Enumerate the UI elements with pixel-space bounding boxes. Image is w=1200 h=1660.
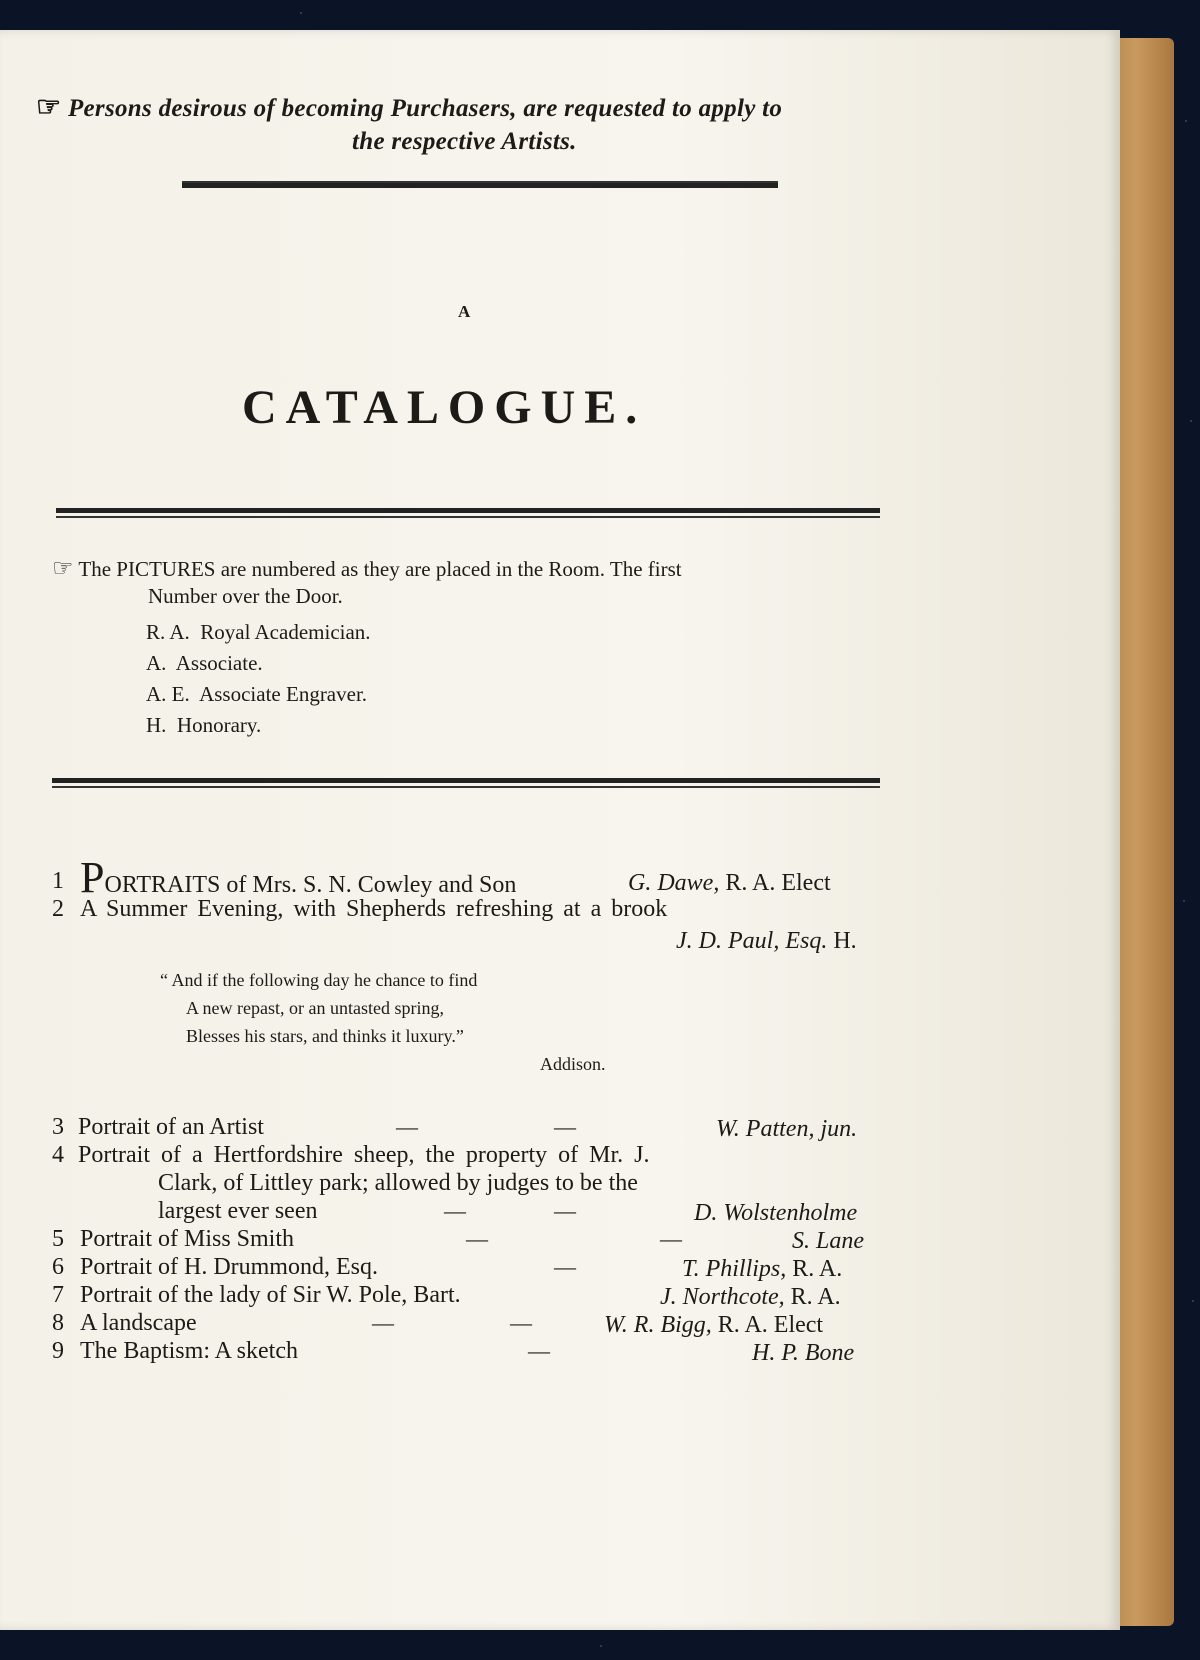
- entry-artist: H. P. Bone: [752, 1340, 855, 1366]
- entry-artist: J. D. Paul, Esq. H.: [676, 928, 857, 954]
- leader-dash: —: [396, 1114, 418, 1139]
- abbreviation-code: A. E.: [146, 682, 190, 706]
- leader-dash: —: [510, 1310, 532, 1335]
- entry-number: 2: [52, 896, 64, 922]
- entry-title: A landscape: [80, 1310, 197, 1336]
- entry-number: 9: [52, 1338, 64, 1364]
- entry-title: Portrait of Miss Smith: [80, 1226, 295, 1252]
- verse-line: A new repast, or an untasted spring,: [186, 998, 444, 1018]
- entry-title: PORTRAITS of Mrs. S. N. Cowley and Son: [80, 853, 517, 902]
- leader-dash: —: [554, 1198, 576, 1223]
- verse-line: Blesses his stars, and thinks it luxury.”: [186, 1026, 464, 1046]
- entry-title-line: Portrait of a Hertfordshire sheep, the property of Mr. J.: [78, 1142, 650, 1168]
- entry-number: 5: [52, 1226, 64, 1252]
- divider-rule: [52, 778, 880, 788]
- pointing-hand-icon: ☞: [52, 556, 74, 582]
- divider-rule: [182, 178, 778, 188]
- pictures-note-line-2: Number over the Door.: [148, 584, 343, 608]
- entry-title-line: Clark, of Littley park; allowed by judges to be the: [158, 1170, 638, 1196]
- entry-number: 1: [52, 868, 64, 894]
- abbreviation-meaning: Associate.: [175, 651, 263, 675]
- entry-artist: D. Wolstenholme: [694, 1200, 858, 1226]
- purchaser-notice: [36, 90, 782, 124]
- notice-line-1: Persons desirous of becoming Purchasers, are requested to apply to: [67, 95, 783, 122]
- page-title: CATALOGUE.: [242, 381, 647, 434]
- entry-title-line: largest ever seen: [158, 1198, 318, 1224]
- entry-number: 6: [52, 1254, 64, 1280]
- entry-artist: T. Phillips, R. A.: [682, 1256, 843, 1282]
- abbreviation-row: [146, 651, 263, 676]
- pictures-note-line-1: ☞ The PICTURES are numbered as they are placed in the Room. The first: [52, 556, 682, 582]
- verse-author: Addison.: [540, 1054, 606, 1074]
- entry-title: Portrait of the lady of Sir W. Pole, Bart.: [80, 1282, 461, 1308]
- entry-number: 4: [52, 1142, 64, 1168]
- entry-number: 7: [52, 1282, 64, 1308]
- entry-title: A Summer Evening, with Shepherds refreshing at a brook: [80, 896, 668, 922]
- verse-line: “ And if the following day he chance to find: [160, 970, 478, 990]
- abbreviation-meaning: Honorary.: [176, 713, 262, 737]
- pointing-hand-icon: ☞: [36, 92, 62, 123]
- notice-line-2: the respective Artists.: [352, 128, 577, 155]
- entry-title: Portrait of H. Drummond, Esq.: [80, 1254, 378, 1280]
- divider-rule: [56, 508, 880, 518]
- leader-dash: —: [554, 1254, 576, 1279]
- abbreviation-row: [146, 682, 367, 707]
- abbreviation-code: R. A.: [146, 620, 190, 644]
- heading-article: A: [458, 302, 471, 321]
- abbreviation-code: H.: [146, 713, 167, 737]
- leader-dash: —: [372, 1310, 394, 1335]
- leader-dash: —: [528, 1338, 550, 1363]
- entry-artist: W. Patten, jun.: [716, 1116, 858, 1142]
- abbreviation-meaning: Royal Academician.: [200, 620, 371, 644]
- entry-artist: G. Dawe, R. A. Elect: [628, 870, 831, 896]
- abbreviation-row: [146, 713, 261, 738]
- abbreviation-row: [146, 620, 371, 645]
- pictures-keyword: PICTURES: [116, 557, 216, 581]
- leader-dash: —: [660, 1226, 682, 1251]
- entry-artist: J. Northcote, R. A.: [660, 1284, 841, 1310]
- entry-artist: W. R. Bigg, R. A. Elect: [604, 1312, 824, 1338]
- entry-number: 3: [52, 1114, 64, 1140]
- entry-title: Portrait of an Artist: [78, 1114, 264, 1140]
- entry-artist: S. Lane: [792, 1228, 864, 1254]
- entry-title: The Baptism: A sketch: [80, 1338, 298, 1364]
- abbreviation-code: A.: [146, 651, 167, 675]
- catalogue-page: [0, 30, 1120, 1630]
- drop-cap: P: [80, 853, 105, 902]
- abbreviation-meaning: Associate Engraver.: [199, 682, 368, 706]
- leader-dash: —: [444, 1198, 466, 1223]
- leader-dash: —: [554, 1114, 576, 1139]
- leader-dash: —: [466, 1226, 488, 1251]
- entry-number: 8: [52, 1310, 64, 1336]
